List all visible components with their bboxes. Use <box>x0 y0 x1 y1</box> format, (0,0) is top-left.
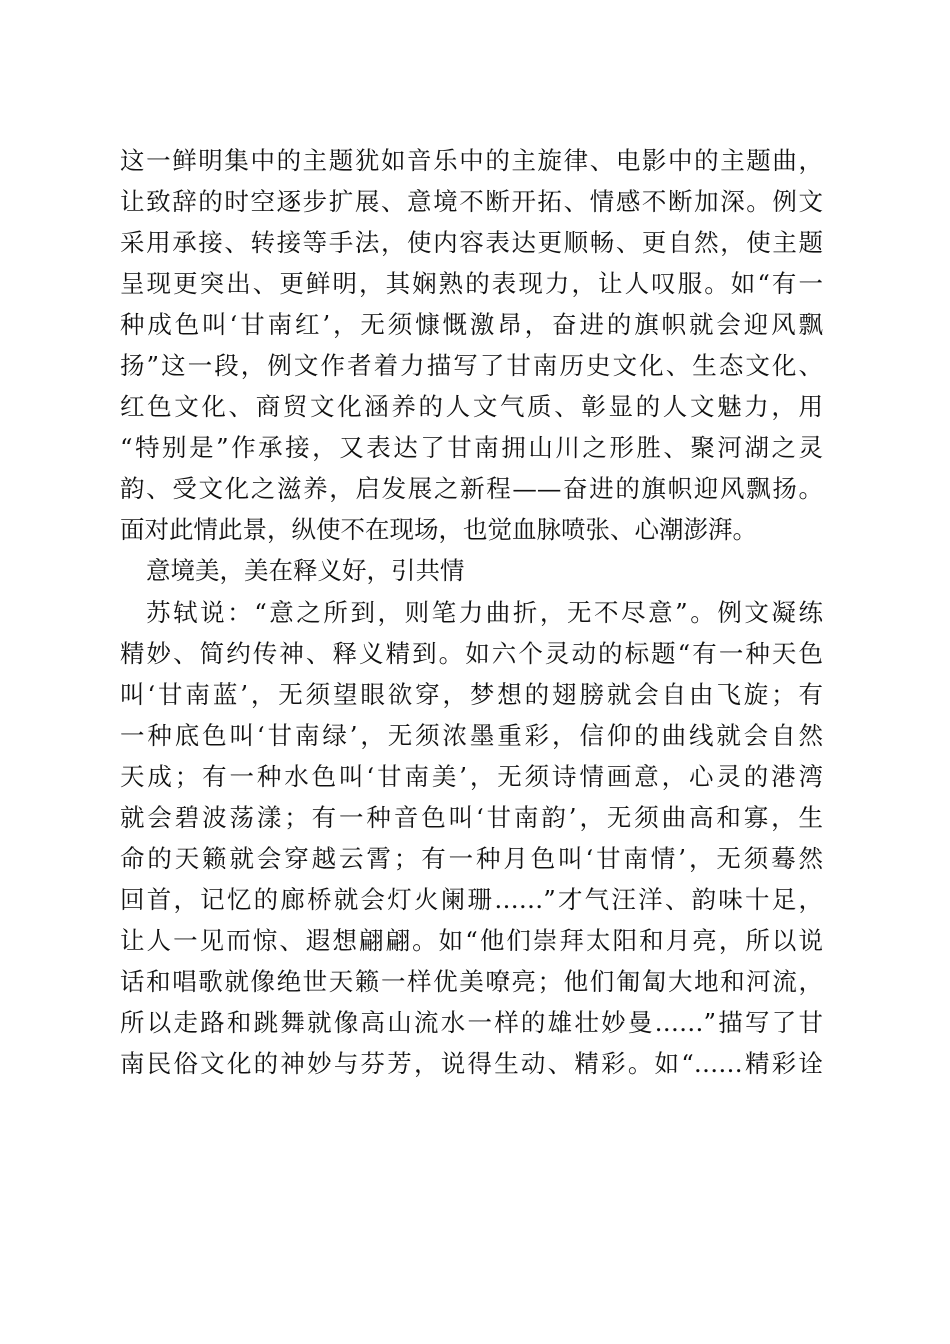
text-line: 命的天籁就会穿越云霄；有一种月色叫‘甘南情’，无须蓦然 <box>120 843 823 873</box>
text-line: 天成；有一种水色叫‘甘南美’，无须诗情画意，心灵的港湾 <box>120 761 823 791</box>
text-line: 话和唱歌就像绝世天籁一样优美嘹亮；他们匍匐大地和河流， <box>120 966 823 996</box>
text-line: 采用承接、转接等手法，使内容表达更顺畅、更自然，使主题 <box>120 228 823 258</box>
text-line: 韵、受文化之滋养，启发展之新程——奋进的旗帜迎风飘扬。 <box>120 474 823 504</box>
text-line: 一种底色叫‘甘南绿’，无须浓墨重彩，信仰的曲线就会自然 <box>120 720 823 750</box>
text-line: 红色文化、商贸文化涵养的人文气质、彰显的人文魅力，用 <box>120 392 823 422</box>
text-line: 叫‘甘南蓝’，无须望眼欲穿，梦想的翅膀就会自由飞旋；有 <box>120 679 823 709</box>
text-line: 扬”这一段，例文作者着力描写了甘南历史文化、生态文化、 <box>120 351 823 381</box>
document-page <box>120 140 823 1084</box>
text-line: 这一鲜明集中的主题犹如音乐中的主旋律、电影中的主题曲， <box>120 146 823 175</box>
text-line: 呈现更突出、更鲜明，其娴熟的表现力，让人叹服。如“有一 <box>120 269 823 299</box>
text-line: 苏轼说：“意之所到，则笔力曲折，无不尽意”。例文凝练 <box>146 597 823 627</box>
text-line: 所以走路和跳舞就像高山流水一样的雄壮妙曼……”描写了甘 <box>120 1007 823 1037</box>
text-line: 面对此情此景，纵使不在现场，也觉血脉喷张、心潮澎湃。 <box>120 515 757 545</box>
text-line: 让人一见而惊、遐想翩翩。如“他们崇拜太阳和月亮，所以说 <box>120 925 823 955</box>
text-line: 让致辞的时空逐步扩展、意境不断开拓、情感不断加深。例文 <box>120 187 823 217</box>
text-line: 南民俗文化的神妙与芬芳，说得生动、精彩。如“……精彩诠 <box>120 1049 823 1079</box>
text-line: 就会碧波荡漾；有一种音色叫‘甘南韵’，无须曲高和寡，生 <box>120 802 823 832</box>
text-line: 回首，记忆的廊桥就会灯火阑珊……”才气汪洋、韵味十足， <box>120 884 823 914</box>
text-line: 种成色叫‘甘南红’，无须慷慨激昂，奋进的旗帜就会迎风飘 <box>120 310 823 340</box>
text-line: “特别是”作承接，又表达了甘南拥山川之形胜、聚河湖之灵 <box>120 433 823 463</box>
text-line: 精妙、简约传神、释义精到。如六个灵动的标题“有一种天色 <box>120 638 823 668</box>
section-heading: 意境美，美在释义好，引共情 <box>146 556 465 586</box>
